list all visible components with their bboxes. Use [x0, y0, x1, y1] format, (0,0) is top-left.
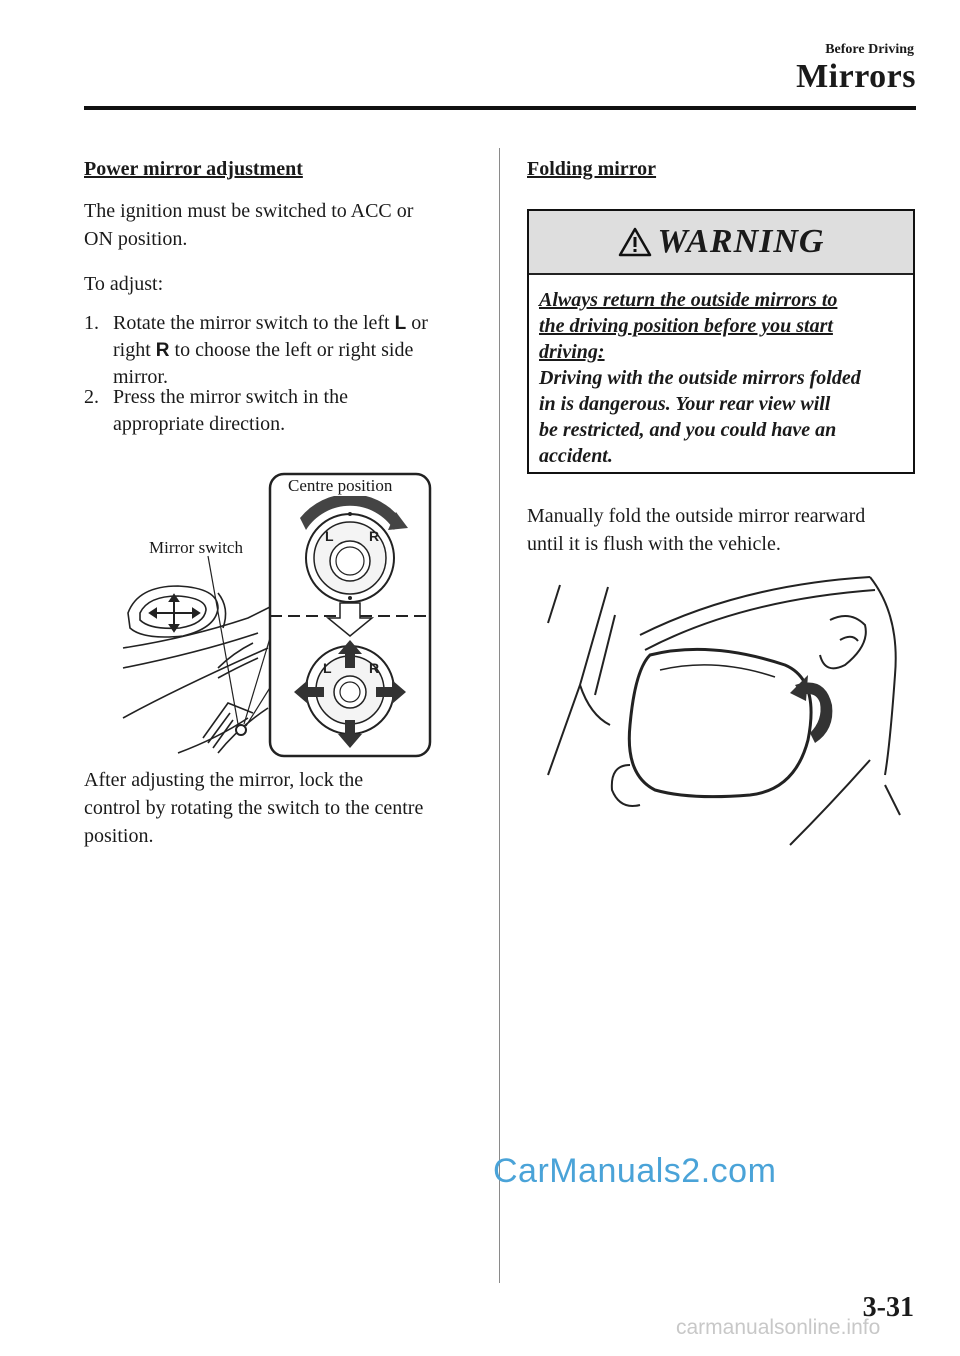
header-rule [84, 106, 916, 110]
after-adjust-paragraph [84, 766, 474, 850]
warning-label: WARNING [657, 223, 825, 260]
svg-text:L: L [323, 660, 332, 676]
folding-line-2: until it is flush with the vehicle. [527, 533, 781, 555]
folding-mirror-heading: Folding mirror [527, 158, 657, 180]
step-2-text [113, 384, 473, 438]
warning-triangle-icon [618, 227, 652, 257]
to-adjust-label: To adjust: [84, 273, 164, 295]
after-line-3: position. [84, 825, 154, 847]
step-1-text [113, 310, 473, 391]
svg-text:R: R [369, 660, 380, 676]
folding-line-1: Manually fold the outside mirror rearward [527, 505, 866, 527]
power-mirror-heading: Power mirror adjustment [84, 158, 303, 180]
warning-line-u2: the driving position before you start [539, 315, 833, 337]
page-title: Mirrors [796, 58, 916, 95]
page-number: 3-31 [862, 1292, 914, 1323]
adjust-steps [84, 310, 484, 440]
watermark: CarManuals2.com [493, 1152, 777, 1190]
centre-position-label: Centre position [288, 476, 393, 495]
step-2-line2: appropriate direction. [113, 413, 286, 435]
running-section: Before Driving [825, 42, 914, 57]
column-divider [499, 148, 500, 1283]
warning-box [527, 209, 915, 474]
warning-text [539, 287, 909, 469]
step-1-line2b: to choose the left or right side [169, 339, 414, 361]
warning-header [529, 211, 913, 275]
intro-paragraph [84, 197, 474, 253]
step-2-number: 2. [84, 386, 99, 408]
warning-line-u1: Always return the outside mirrors to [539, 289, 838, 311]
warning-line-1: Driving with the outside mirrors folded [539, 367, 861, 389]
warning-line-4: accident. [539, 445, 613, 467]
warning-line-3: be restricted, and you could have an [539, 419, 837, 441]
step-2-line1: Press the mirror switch in the [113, 386, 348, 408]
svg-text:R: R [369, 528, 380, 544]
left-glyph: L [394, 313, 407, 334]
mirror-switch-illustration [118, 468, 438, 763]
step-1-line1a: Rotate the mirror switch to the left [113, 312, 395, 334]
right-glyph: R [155, 340, 170, 361]
step-1-line3: mirror. [113, 366, 168, 388]
folding-mirror-illustration [540, 575, 910, 855]
footer-site-watermark: carmanualsonline.info [676, 1316, 881, 1339]
folding-mirror-figure [540, 575, 910, 855]
intro-line-1: The ignition must be switched to ACC or [84, 200, 414, 222]
after-line-1: After adjusting the mirror, lock the [84, 769, 364, 791]
warning-line-2: in is dangerous. Your rear view will [539, 393, 831, 415]
after-line-2: control by rotating the switch to the centre [84, 797, 424, 819]
step-1-line1b: or [406, 312, 428, 334]
step-1-line2a: right [113, 339, 156, 361]
warning-line-u3: driving: [539, 341, 605, 363]
mirror-switch-label: Mirror switch [149, 538, 243, 557]
svg-text:L: L [325, 528, 334, 544]
mirror-switch-figure [118, 468, 438, 763]
folding-paragraph [527, 502, 917, 558]
step-1-number: 1. [84, 312, 99, 334]
intro-line-2: ON position. [84, 228, 188, 250]
